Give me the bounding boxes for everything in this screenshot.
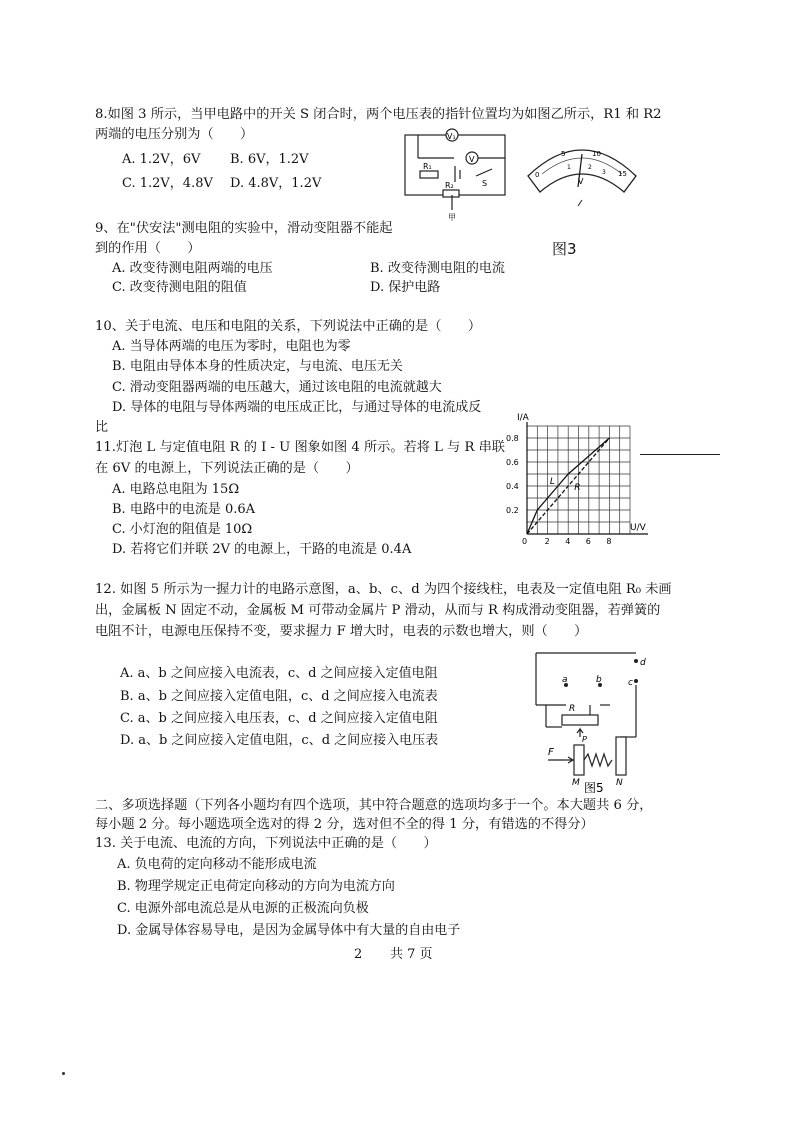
figure4-stray-line bbox=[640, 454, 720, 455]
circuit-frame bbox=[405, 135, 505, 195]
q9-stem-line2: 到的作用（ ） bbox=[95, 241, 201, 256]
q8-option-c: C. 1.2V，4.8V bbox=[122, 176, 213, 191]
q10-option-d-line2: 比 bbox=[95, 420, 109, 435]
q12-stem-line1: 12. 如图 5 所示为一握力计的电路示意图，a、b、c、d 为四个接线柱，电表及一定值电阻 R₀ 未画 bbox=[95, 582, 672, 597]
fig3-label-s: S bbox=[482, 179, 488, 188]
page-number: 2 bbox=[354, 947, 363, 962]
chart-y-tick-label: 0.6 bbox=[506, 458, 519, 467]
section2-heading-line2: 每小题 2 分。每小题选项全选对的得 2 分，选对但不全的得 1 分，有错选的不得分） bbox=[95, 817, 594, 832]
q9-stem-line1: 9、在"伏安法"测电阻的实验中，滑动变阻器不能起 bbox=[95, 221, 393, 236]
q13-stem: 13. 关于电流、电流的方向，下列说法中正确的是（ ） bbox=[95, 836, 437, 851]
fig3-label-r1: R₁ bbox=[423, 162, 432, 171]
fig5-label-b: b bbox=[596, 675, 602, 685]
chart-series-label-L: L bbox=[549, 477, 555, 487]
fig3-label-r2: R₂ bbox=[445, 181, 454, 190]
fig5-label-a: a bbox=[562, 675, 568, 685]
figure3-circuit bbox=[400, 122, 515, 222]
meter-tick-5: 5 bbox=[561, 150, 566, 158]
chart-x-tick-label: 8 bbox=[606, 537, 612, 546]
q12-stem-line3: 电阻不计，电源电压保持不变，要求握力 F 增大时，电表的示数也增大，则（ ） bbox=[95, 624, 588, 639]
chart-series-label-R: R bbox=[574, 483, 581, 493]
q11-option-c: C. 小灯泡的阻值是 10Ω bbox=[112, 522, 253, 537]
q12-option-b: B. a、b 之间应接入定值电阻，c、d 之间应接入电流表 bbox=[120, 689, 438, 704]
metal-plate-n bbox=[616, 737, 626, 775]
section2-heading-line1: 二、多项选择题（下列各小题均有四个选项，其中符合题意的选项均多于一个。本大题共 6 分， bbox=[95, 798, 653, 813]
q12-stem-line2: 出，金属板 N 固定不动，金属板 M 可带动金属片 P 滑动，从而与 R 构成滑动变阻器，若弹簧的 bbox=[95, 603, 661, 618]
meter-tick-2: 2 bbox=[588, 164, 592, 171]
q13-option-a: A. 负电荷的定向移动不能形成电流 bbox=[117, 857, 317, 872]
chart-x-axis-label: U/V bbox=[630, 523, 646, 533]
fig5-label-d: d bbox=[640, 658, 646, 668]
fig3-label-jia: 甲 bbox=[448, 213, 456, 222]
scan-speck bbox=[62, 1072, 65, 1075]
q13-option-c: C. 电源外部电流总是从电源的正极流向负极 bbox=[117, 901, 369, 916]
chart-y-tick-label: 0.2 bbox=[506, 506, 519, 515]
q11-stem-line1: 11.灯泡 L 与定值电阻 R 的 I - U 图象如图 4 所示。若将 L 与 R 串联 bbox=[95, 440, 505, 455]
chart-x-tick-label: 6 bbox=[585, 537, 591, 546]
figure3-caption: 图3 bbox=[552, 240, 577, 258]
spring-icon bbox=[584, 754, 612, 766]
q10-option-c: C. 滑动变阻器两端的电压越大，通过该电阻的电流就越大 bbox=[112, 380, 442, 395]
resistor-r1-icon bbox=[420, 171, 438, 178]
q9-option-a: A. 改变待测电阻两端的电压 bbox=[112, 261, 273, 276]
figure4-iu-chart bbox=[500, 408, 660, 548]
q10-stem: 10、关于电流、电压和电阻的关系，下列说法中正确的是（ ） bbox=[95, 319, 482, 334]
q12-option-c: C. a、b 之间应接入电压表，c、d 之间应接入定值电阻 bbox=[120, 711, 438, 726]
q9-option-b: B. 改变待测电阻的电流 bbox=[370, 261, 505, 276]
metal-plate-m bbox=[574, 745, 584, 775]
chart-y-axis-label: I/A bbox=[517, 413, 529, 423]
q11-option-a: A. 电路总电阻为 15Ω bbox=[112, 482, 240, 497]
meter-tick-0: 0 bbox=[535, 171, 540, 179]
q11-option-d: D. 若将它们并联 2V 的电源上，干路的电流是 0.4A bbox=[112, 542, 412, 557]
fig5-label-c: c bbox=[628, 678, 633, 688]
chart-x-tick-label: 4 bbox=[565, 537, 571, 546]
chart-x-tick-label: 2 bbox=[544, 537, 550, 546]
chart-origin-label: 0 bbox=[522, 537, 528, 546]
q12-option-d: D. a、b 之间应接入定值电阻，c、d 之间应接入电压表 bbox=[120, 733, 439, 748]
q9-option-d: D. 保护电路 bbox=[370, 280, 441, 295]
fig5-label-m: M bbox=[572, 778, 580, 788]
q11-stem-line2: 在 6V 的电源上，下列说法正确的是（ ） bbox=[95, 461, 359, 476]
q10-option-a: A. 当导体两端的电压为零时，电阻也为零 bbox=[112, 339, 351, 354]
figure3-voltmeter-dial bbox=[522, 132, 642, 207]
q8-option-a: A. 1.2V，6V bbox=[122, 152, 201, 167]
fig5-label-r: R bbox=[569, 704, 576, 714]
meter-tick-15: 15 bbox=[618, 170, 627, 178]
q13-option-d: D. 金属导体容易导电，是因为金属导体中有大量的自由电子 bbox=[117, 923, 461, 938]
switch-icon bbox=[476, 169, 492, 176]
fig5-label-n: N bbox=[616, 778, 623, 788]
q10-option-b: B. 电阻由导体本身的性质决定，与电流、电压无关 bbox=[112, 359, 403, 374]
fig3-label-v: V bbox=[469, 155, 475, 164]
meter-unit: V bbox=[578, 177, 584, 186]
q13-option-b: B. 物理学规定正电荷定向移动的方向为电流方向 bbox=[117, 879, 395, 894]
fig5-label-f: F bbox=[548, 747, 554, 758]
figure5-grip-circuit bbox=[528, 645, 663, 795]
meter-tick-10: 10 bbox=[592, 150, 601, 158]
fig5-label-p: P bbox=[582, 735, 587, 744]
chart-y-tick-label: 0.4 bbox=[506, 482, 519, 491]
resistor-r2-icon bbox=[443, 190, 459, 197]
q11-option-b: B. 电路中的电流是 0.6A bbox=[112, 502, 256, 517]
fig3-label-v1: V₁ bbox=[447, 132, 456, 141]
page-total: 共 7 页 bbox=[390, 947, 433, 962]
q10-option-d-line1: D. 导体的电阻与导体两端的电压成正比，与通过导体的电流成反 bbox=[112, 400, 482, 415]
q8-option-d: D. 4.8V，1.2V bbox=[230, 176, 322, 191]
q8-stem-line2: 两端的电压分别为（ ） bbox=[95, 127, 254, 142]
rheostat-r-icon bbox=[562, 715, 598, 725]
q8-stem-line1: 8.如图 3 所示，当甲电路中的开关 S 闭合时，两个电压表的指针位置均为如图乙所示，R1 和 R2 bbox=[95, 107, 662, 122]
meter-tick-3: 3 bbox=[602, 169, 606, 176]
meter-tick-1: 1 bbox=[567, 164, 571, 171]
q9-option-c: C. 改变待测电阻的阻值 bbox=[112, 280, 247, 295]
chart-y-tick-label: 0.8 bbox=[506, 434, 519, 443]
q8-option-b: B. 6V，1.2V bbox=[230, 152, 309, 167]
figure5-caption: 图5 bbox=[584, 781, 604, 795]
q12-option-a: A. a、b 之间应接入电流表，c、d 之间应接入定值电阻 bbox=[120, 666, 438, 681]
